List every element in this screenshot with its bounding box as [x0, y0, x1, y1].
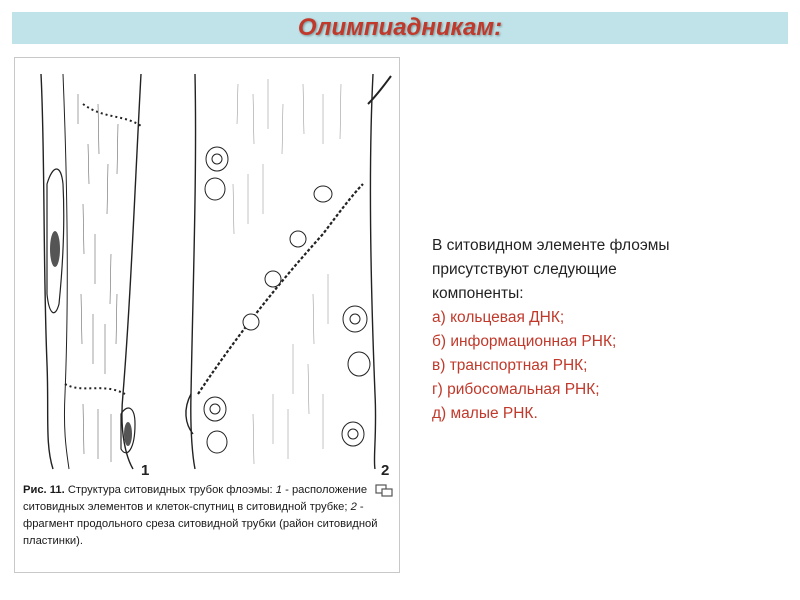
question-line-1: В ситовидном элементе флоэмы	[432, 237, 670, 254]
caption-text-2: - расположение ситовидных элементов и клеток-спутниц в ситовидной трубке;	[23, 484, 368, 513]
panel-1-texture	[78, 94, 118, 462]
answer-option-b: б) информационная РНК;	[432, 333, 617, 350]
zoom-icon[interactable]	[375, 484, 393, 497]
question-block	[432, 234, 762, 426]
panel-2-number: 2	[381, 462, 390, 479]
caption-italic-1: 1	[275, 484, 283, 496]
panel-1-number: 1	[141, 462, 150, 479]
panel-2-organelles	[204, 147, 370, 453]
answer-option-c: в) транспортная РНК;	[432, 357, 588, 374]
caption-text-1: Структура ситовидных трубок флоэмы:	[64, 484, 276, 496]
question-line-3: компоненты:	[432, 285, 524, 302]
question-line-2: присутствуют следующие	[432, 261, 617, 278]
caption-italic-2: 2	[350, 501, 357, 513]
caption-text-3: - фрагмент продольного среза ситовидной трубки (район ситовидной пластинки).	[23, 501, 378, 547]
figure-frame	[14, 57, 400, 573]
panel-1-drawing	[41, 74, 141, 469]
caption-label: Рис. 11.	[23, 484, 65, 496]
answer-option-d: г) рибосомальная РНК;	[432, 381, 600, 398]
figure-caption	[23, 482, 391, 550]
slide-title: Олимпиадникам:	[297, 14, 503, 41]
answer-option-a: а) кольцевая ДНК;	[432, 309, 565, 326]
answer-option-e: д) малые РНК.	[432, 405, 538, 422]
title-bar	[12, 12, 788, 44]
panel-2-texture	[233, 79, 341, 464]
phloem-illustration	[23, 64, 393, 474]
